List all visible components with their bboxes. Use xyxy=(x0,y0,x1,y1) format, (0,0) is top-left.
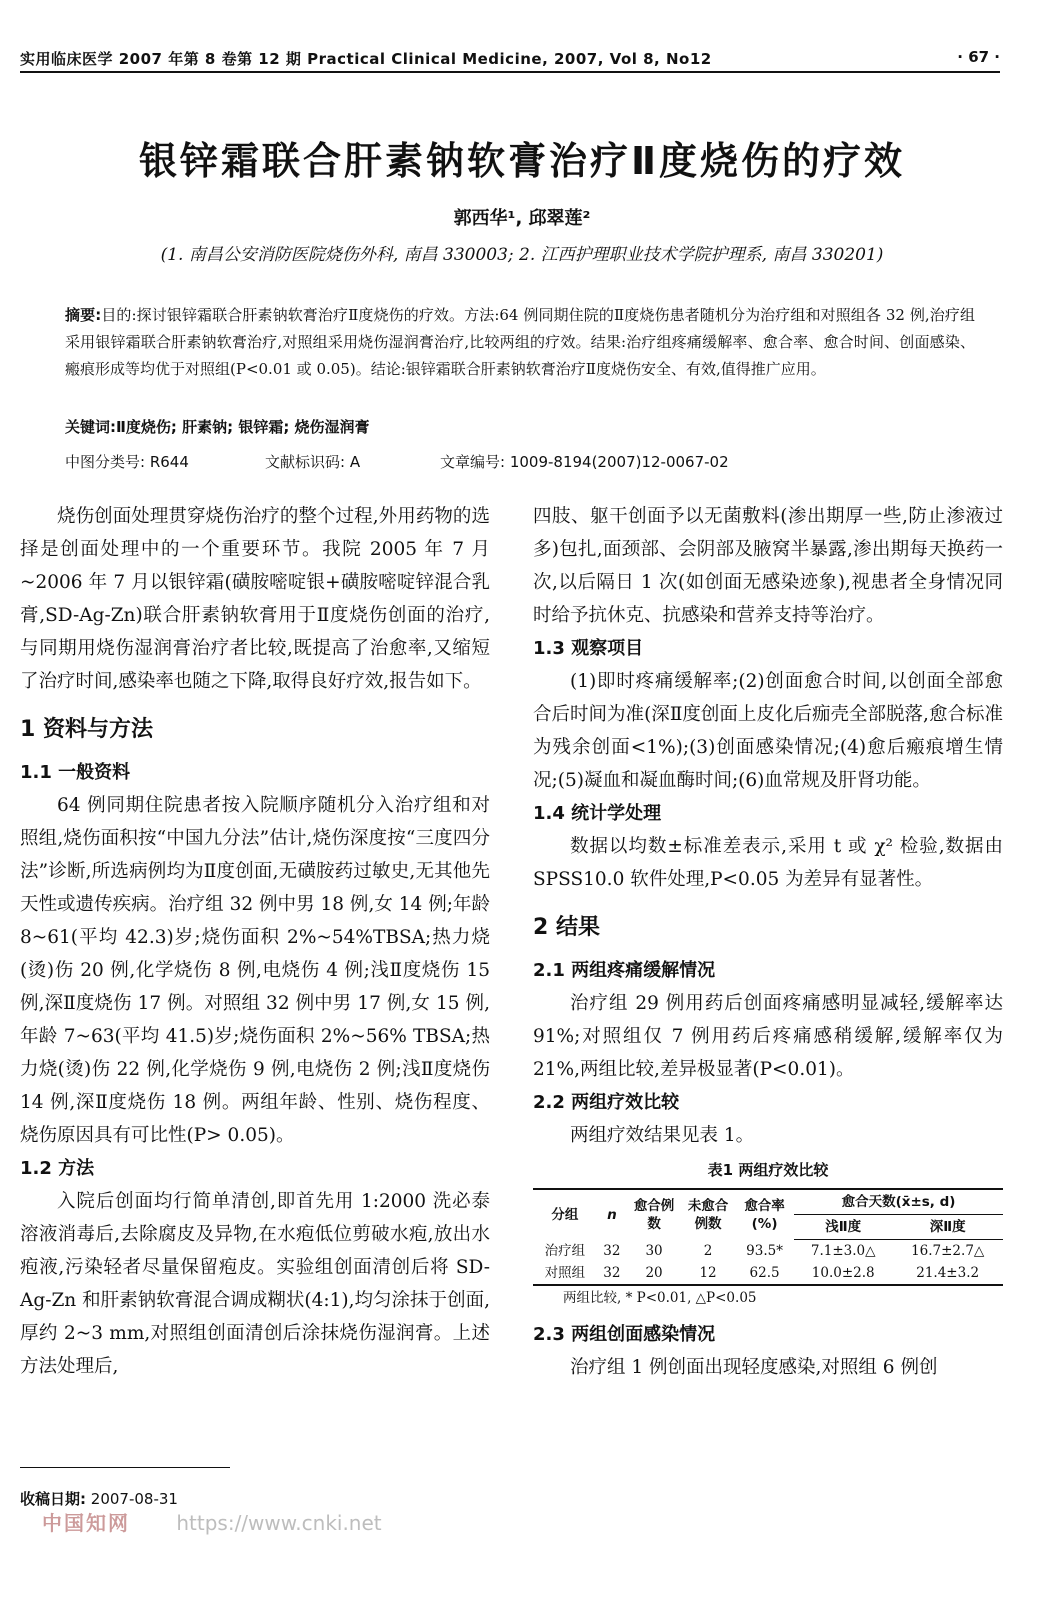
table-row xyxy=(533,1240,1003,1263)
received-date xyxy=(20,1488,178,1509)
document-code: 文献标识码: A xyxy=(265,453,361,471)
abstract-text: 目的:探讨银锌霜联合肝素钠软膏治疗Ⅱ度烧伤的疗效。方法:64 例同期住院的Ⅱ度烧伤患者随机分为治疗组和对照组各 32 例,治疗组采用银锌霜联合肝素钠软膏治疗,对照组采用烧伤湿润膏治疗,比较两组的疗效。结果:治疗组疼痛缓解率、愈合率、愈合时间、创面感染、瘢痕形成等均优于对照组(P<0.01 或 0.05)。结论:银锌霜联合肝素钠软膏治疗Ⅱ度烧伤安全、有效,值得推广应用。 xyxy=(65,306,976,378)
subsection-heading-1-1: 1.1 一般资料 xyxy=(20,762,131,783)
cnki-url: https://www.cnki.net xyxy=(176,1511,382,1535)
cell-healed: 30 xyxy=(645,1242,663,1259)
cnki-watermark xyxy=(42,1507,382,1536)
journal-header xyxy=(20,45,1000,73)
cell-group: 对照组 xyxy=(544,1265,586,1281)
page-number: · 67 · xyxy=(957,48,1000,66)
cell-deep: 21.4±3.2 xyxy=(916,1265,980,1281)
affiliations: (1. 南昌公安消防医院烧伤外科, 南昌 330003; 2. 江西护理职业技术学院护理系, 南昌 330201) xyxy=(160,245,884,265)
cell-healed: 20 xyxy=(645,1265,663,1281)
col-header-rate: 愈合率(%) xyxy=(744,1197,785,1232)
subsection-heading-2-1: 2.1 两组疼痛缓解情况 xyxy=(533,960,716,981)
cell-n: 32 xyxy=(603,1242,621,1259)
subsection-heading-1-4: 1.4 统计学处理 xyxy=(533,803,662,824)
keywords: 关键词:Ⅱ度烧伤; 肝素钠; 银锌霜; 烧伤湿润膏 xyxy=(65,418,370,436)
paragraph-1-4: 数据以均数±标准差表示,采用 t 或 χ² 检验,数据由 SPSS10.0 软件处理,P<0.05 为差异有显著性。 xyxy=(533,836,1003,890)
paragraph-1-3: (1)即时疼痛缓解率;(2)创面愈合时间,以创面全部愈合后时间为准(深Ⅱ度创面上皮化后痂壳全部脱落,愈合标准为残余创面<1%);(3)创面感染情况;(4)愈后瘢痕增生情况;(5)凝血和凝血酶时间;(6)血常规及肝肾功能。 xyxy=(533,671,1003,791)
received-value: 2007-08-31 xyxy=(90,1490,178,1508)
col-header-shallow: 浅Ⅱ度 xyxy=(794,1215,892,1240)
received-label: 收稿日期: xyxy=(20,1490,86,1508)
paragraph-1-1: 64 例同期住院患者按入院顺序随机分入治疗组和对照组,烧伤面积按“中国九分法”估计,烧伤深度按“三度四分法”诊断,所选病例均为Ⅱ度创面,无磺胺药过敏史,无其他先天性或遗传疾病。治疗组 32 例中男 18 例,女 14 例;年龄 8~61(平均 42.3)岁;烧伤面积 2%~54%TBSA;热力烧(烫)伤 20 例,化学烧伤 8 例,电烧伤 4 例;浅Ⅱ度烧伤 15 例,深Ⅱ度烧伤 17 例。对照组 32 例中男 17 例,女 15 例,年龄 7~63(平均 41.5)岁;烧伤面积 2%~56% TBSA;热力烧(烫)伤 22 例,化学烧伤 9 例,电烧伤 2 例;浅Ⅱ度烧伤 14 例,深Ⅱ度烧伤 18 例。两组年龄、性别、烧伤程度、烧伤原因具有可比性(P> 0.05)。 xyxy=(20,795,490,1146)
cell-rate: 62.5 xyxy=(749,1265,780,1281)
article-number: 文章编号: 1009-8194(2007)12-0067-02 xyxy=(440,453,729,471)
col-header-unhealed: 未愈合例数 xyxy=(687,1197,729,1232)
col-header-deep: 深Ⅱ度 xyxy=(892,1215,1003,1240)
col-header-days: 愈合天数(x̄±s, d) xyxy=(794,1189,1003,1215)
cell-shallow: 10.0±2.8 xyxy=(811,1265,875,1281)
subsection-heading-1-3: 1.3 观察项目 xyxy=(533,638,644,659)
section-heading-2: 2 结果 xyxy=(533,915,600,940)
subsection-heading-2-2: 2.2 两组疗效比较 xyxy=(533,1092,680,1113)
journal-citation: 实用临床医学 2007 年第 8 卷第 12 期 Practical Clinical Medicine, 2007, Vol 8, No12 xyxy=(20,50,712,68)
left-column xyxy=(20,500,490,1383)
clc-number: 中图分类号: R644 xyxy=(65,453,189,471)
paragraph-2-1: 治疗组 29 例用药后创面疼痛感明显减轻,缓解率达 91%;对照组仅 7 例用药后疼痛感稍缓解,缓解率仅为 21%,两组比较,差异极显著(P<0.01)。 xyxy=(533,993,1003,1080)
intro-paragraph: 烧伤创面处理贯穿烧伤治疗的整个过程,外用药物的选择是创面处理中的一个重要环节。我院 2005 年 7 月~2006 年 7 月以银锌霜(磺胺嘧啶银+磺胺嘧啶锌混合乳膏,SD-Ag-Zn)联合肝素钠软膏用于Ⅱ度烧伤创面的治疗,与同期用烧伤湿润膏治疗者比较,既提高了治愈率,又缩短了治疗时间,感染率也随之下降,取得良好疗效,报告如下。 xyxy=(20,506,490,692)
table-caption: 表1 两组疗效比较 xyxy=(707,1161,829,1179)
cell-n: 32 xyxy=(603,1265,621,1281)
table-row xyxy=(533,1262,1003,1285)
subsection-heading-1-2: 1.2 方法 xyxy=(20,1158,95,1179)
right-column xyxy=(533,500,1003,1384)
abstract-label: 摘要: xyxy=(65,306,102,324)
continued-paragraph: 四肢、躯干创面予以无菌敷料(渗出期厚一些,防止渗液过多)包扎,面颈部、会阴部及腋窝半暴露,渗出期每天换药一次,以后隔日 1 次(如创面无感染迹象),视患者全身情况同时给予抗休克、抗感染和营养支持等治疗。 xyxy=(533,506,1003,626)
footnote-divider xyxy=(20,1467,230,1468)
col-header-n: n xyxy=(607,1206,617,1223)
cell-rate: 93.5* xyxy=(746,1242,783,1259)
cell-unhealed: 12 xyxy=(699,1265,717,1281)
cell-unhealed: 2 xyxy=(703,1242,713,1259)
paper-title: 银锌霜联合肝素钠软膏治疗Ⅱ度烧伤的疗效 xyxy=(138,139,906,183)
col-header-healed: 愈合例数 xyxy=(633,1197,675,1232)
abstract xyxy=(65,302,975,383)
cell-deep: 16.7±2.7△ xyxy=(911,1243,985,1259)
paragraph-2-2: 两组疗效结果见表 1。 xyxy=(570,1125,755,1146)
authors: 郭西华¹, 邱翠莲² xyxy=(453,208,591,229)
subsection-heading-2-3: 2.3 两组创面感染情况 xyxy=(533,1324,716,1345)
paragraph-2-3: 治疗组 1 例创面出现轻度感染,对照组 6 例创 xyxy=(570,1357,938,1378)
paragraph-1-2: 入院后创面均行简单清创,即首先用 1:2000 洗必泰溶液消毒后,去除腐皮及异物,在水疱低位剪破水疱,放出水疱液,污染轻者尽量保留疱皮。实验组创面清创后将 SD-Ag-Zn 和肝素钠软膏混合调成糊状(4:1),均匀涂抹于创面,厚约 2~3 mm,对照组创面清创后涂抹烧伤湿润膏。上述方法处理后, xyxy=(20,1191,490,1377)
cnki-logo: 中国知网 xyxy=(42,1511,130,1535)
cell-shallow: 7.1±3.0△ xyxy=(810,1243,876,1259)
cell-group: 治疗组 xyxy=(544,1242,586,1259)
section-heading-1: 1 资料与方法 xyxy=(20,717,153,742)
table-note: 两组比较, * P<0.01, △P<0.05 xyxy=(563,1290,757,1306)
col-header-group: 分组 xyxy=(551,1206,579,1223)
results-table xyxy=(533,1188,1003,1286)
